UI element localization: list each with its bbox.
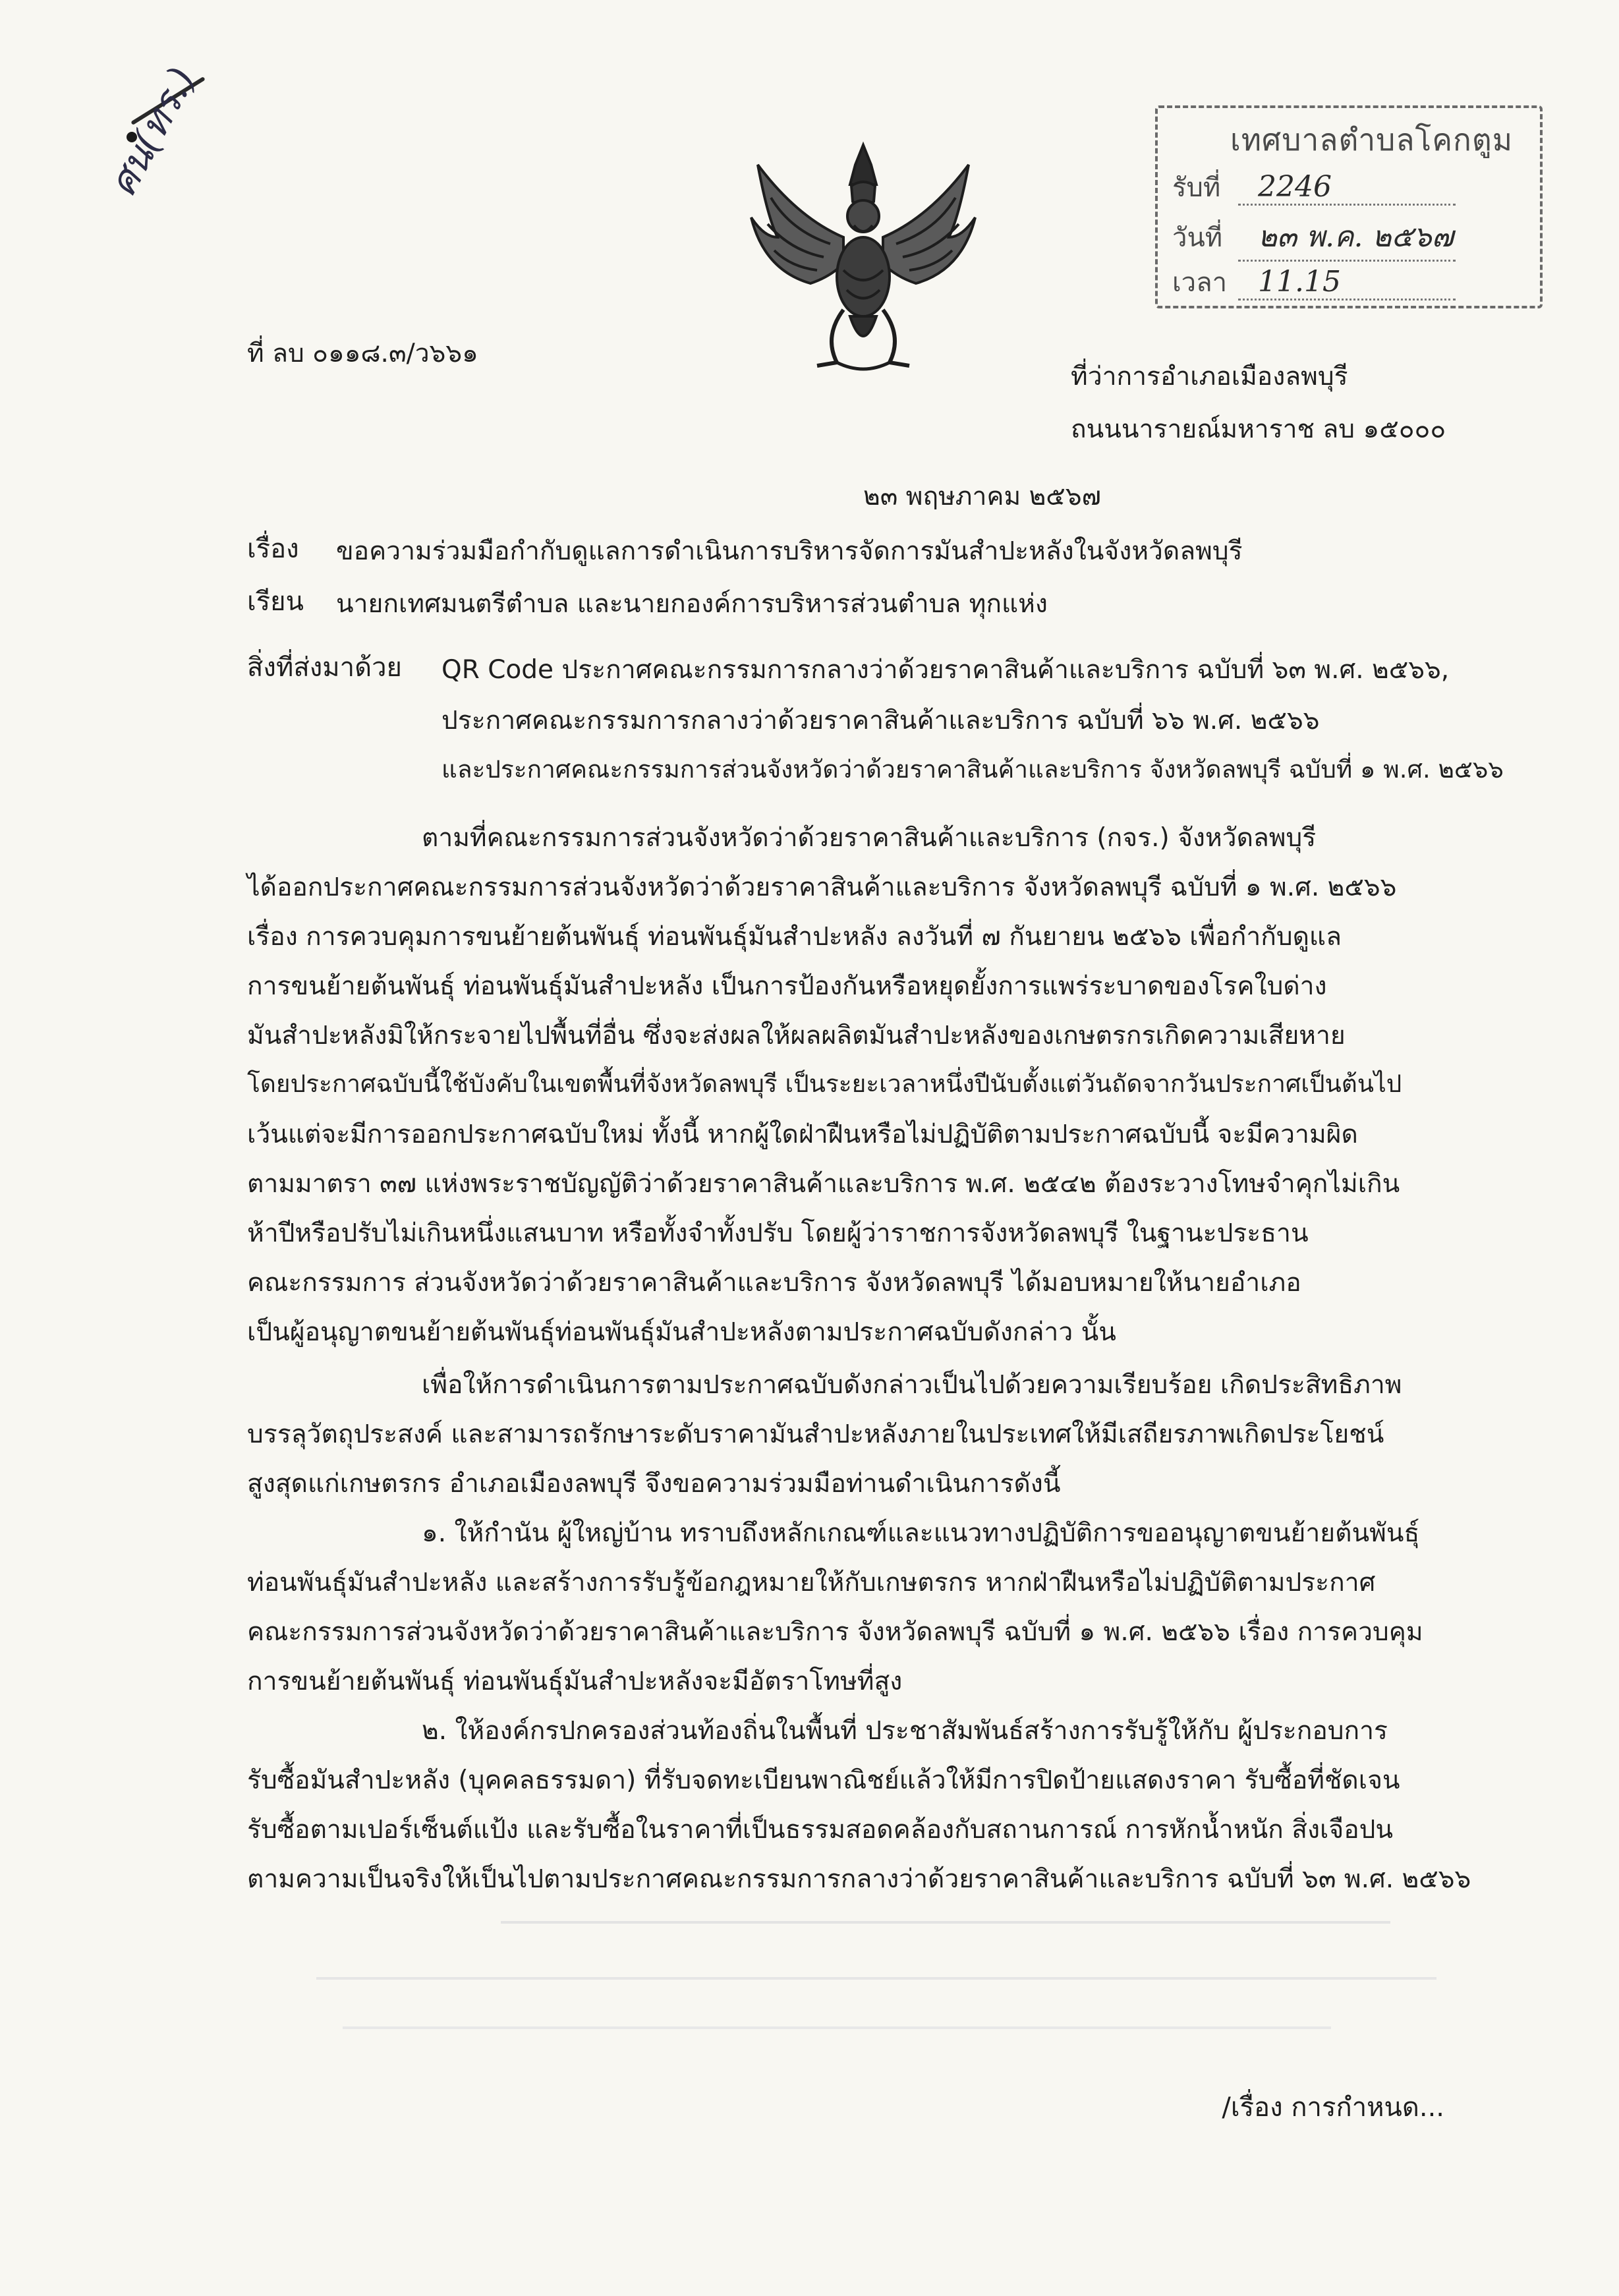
office-address: ถนนนารายณ์มหาราช ลบ ๑๕๐๐๐	[1071, 415, 1446, 444]
item-line: ๒. ให้องค์กรปกครองส่วนท้องถิ่นในพื้นที่ ประชาสัมพันธ์สร้างการรับรู้ให้กับ ผู้ประกอบการ	[422, 1716, 1388, 1746]
garuda-emblem-icon	[738, 138, 988, 382]
stamp-received-row	[1172, 166, 1456, 208]
item-line: การขนย้ายต้นพันธุ์ ท่อนพันธุ์มันสำปะหลังจะมีอัตราโทษที่สูง	[247, 1667, 903, 1696]
stamp-time-row	[1172, 261, 1456, 303]
item-line: รับซื้อมันสำปะหลัง (บุคคลธรรมดา) ที่รับจดทะเบียนพาณิชย์แล้วให้มีการปิดป้ายแสดงราคา รับซื้อที่ชัดเจน	[247, 1765, 1400, 1795]
body-line: เรื่อง การควบคุมการขนย้ายต้นพันธุ์ ท่อนพันธุ์มันสำปะหลัง ลงวันที่ ๗ กันยายน ๒๕๖๖ เพื่อกำกับดูแล	[247, 922, 1342, 952]
document-number: ที่ ลบ ๐๑๑๘.๓/ว๖๖๑	[247, 339, 478, 368]
enclosure-line: ประกาศคณะกรรมการกลางว่าด้วยราคาสินค้าและบริการ ฉบับที่ ๖๖ พ.ศ. ๒๕๖๖	[441, 706, 1320, 735]
enclosure-line: และประกาศคณะกรรมการส่วนจังหวัดว่าด้วยราคาสินค้าและบริการ จังหวัดลพบุรี ฉบับที่ ๑ พ.ศ. ๒๕๖๖	[441, 755, 1504, 784]
body-line: ตามที่คณะกรรมการส่วนจังหวัดว่าด้วยราคาสินค้าและบริการ (กจร.) จังหวัดลพบุรี	[422, 823, 1317, 853]
subject-text: ขอความร่วมมือกำกับดูแลการดำเนินการบริหารจัดการมันสำปะหลังในจังหวัดลพบุรี	[336, 536, 1243, 566]
body-line: การขนย้ายต้นพันธุ์ ท่อนพันธุ์มันสำปะหลัง เป็นการป้องกันหรือหยุดยั้งการแพร่ระบาดของโรคใบด่าง	[247, 971, 1327, 1001]
item-line: รับซื้อตามเปอร์เซ็นต์แป้ง และรับซื้อในราคาที่เป็นธรรมสอดคล้องกับสถานการณ์ การหักน้ำหนัก สิ่งเจือปน	[247, 1815, 1394, 1845]
item-line: ๑. ให้กำนัน ผู้ใหญ่บ้าน ทราบถึงหลักเกณฑ์และแนวทางปฏิบัติการขออนุญาตขนย้ายต้นพันธุ์	[422, 1518, 1420, 1548]
recipient-label: เรียน	[247, 587, 304, 617]
enclosure-line: QR Code ประกาศคณะกรรมการกลางว่าด้วยราคาสินค้าและบริการ ฉบับที่ ๖๓ พ.ศ. ๒๕๖๖,	[441, 655, 1450, 685]
stamp-date-value: ๒๓ พ.ค. ๒๕๖๗	[1238, 214, 1456, 262]
subject-label: เรื่อง	[247, 534, 299, 564]
office-name: ที่ว่าการอำเภอเมืองลพบุรี	[1071, 362, 1348, 391]
document-date: ๒๓ พฤษภาคม ๒๕๖๗	[863, 482, 1101, 511]
body-line: มันสำปะหลังมิให้กระจายไปพื้นที่อื่น ซึ่งจะส่งผลให้ผลผลิตมันสำปะหลังของเกษตรกรเกิดความเสียหาย	[247, 1021, 1346, 1050]
item-line: คณะกรรมการส่วนจังหวัดว่าด้วยราคาสินค้าและบริการ จังหวัดลพบุรี ฉบับที่ ๑ พ.ศ. ๒๕๖๖ เรื่อง การควบคุม	[247, 1617, 1423, 1647]
body-line: ห้าปีหรือปรับไม่เกินหนึ่งแสนบาท หรือทั้งจำทั้งปรับ โดยผู้ว่าราชการจังหวัดลพบุรี ในฐานะประธาน	[247, 1219, 1309, 1248]
stamp-received-number: 2246	[1238, 170, 1456, 206]
stamp-received-label: รับที่	[1172, 173, 1221, 203]
continuation-note: /เรื่อง การกำหนด...	[1222, 2092, 1444, 2123]
body-line: สูงสุดแก่เกษตรกร อำเภอเมืองลพบุรี จึงขอความร่วมมือท่านดำเนินการดังนี้	[247, 1469, 1061, 1499]
stamp-title: เทศบาลตำบลโคกตูม	[1230, 122, 1514, 158]
recipient-text: นายกเทศมนตรีตำบล และนายกองค์การบริหารส่วนตำบล ทุกแห่ง	[336, 589, 1048, 619]
item-line: ท่อนพันธุ์มันสำปะหลัง และสร้างการรับรู้ข้อกฎหมายให้กับเกษตรกร หากฝ่าฝืนหรือไม่ปฏิบัติตามประกาศ	[247, 1568, 1376, 1597]
bleed-through-mark	[501, 1921, 1390, 1924]
stamp-date-label: วันที่	[1172, 223, 1223, 253]
body-line: บรรลุวัตถุประสงค์ และสามารถรักษาระดับราคามันสำปะหลังภายในประเทศให้มีเสถียรภาพเกิดประโยชน์	[247, 1420, 1384, 1449]
body-line: เว้นแต่จะมีการออกประกาศฉบับใหม่ ทั้งนี้ หากผู้ใดฝ่าฝืนหรือไม่ปฏิบัติตามประกาศฉบับนี้ จะมีความผิด	[247, 1120, 1358, 1149]
body-line: ตามมาตรา ๓๗ แห่งพระราชบัญญัติว่าด้วยราคาสินค้าและบริการ พ.ศ. ๒๕๔๒ ต้องระวางโทษจำคุกไม่เกิน	[247, 1169, 1400, 1199]
bleed-through-mark	[343, 2026, 1331, 2029]
body-line: เพื่อให้การดำเนินการตามประกาศฉบับดังกล่าวเป็นไปด้วยความเรียบร้อย เกิดประสิทธิภาพ	[422, 1370, 1402, 1400]
item-line: ตามความเป็นจริงให้เป็นไปตามประกาศคณะกรรมการกลางว่าด้วยราคาสินค้าและบริการ ฉบับที่ ๖๓ พ.ศ. ๒๕๖๖	[247, 1864, 1471, 1894]
stamp-time-value: 11.15	[1238, 265, 1456, 301]
body-line: โดยประกาศฉบับนี้ใช้บังคับในเขตพื้นที่จังหวัดลพบุรี เป็นระยะเวลาหนึ่งปีนับตั้งแต่วันถัดจากวันประกาศเป็นต้นไป	[247, 1070, 1402, 1098]
body-line: คณะกรรมการ ส่วนจังหวัดว่าด้วยราคาสินค้าและบริการ จังหวัดลพบุรี ได้มอบหมายให้นายอำเภอ	[247, 1268, 1301, 1298]
body-line: เป็นผู้อนุญาตขนย้ายต้นพันธุ์ท่อนพันธุ์มันสำปะหลังตามประกาศฉบับดังกล่าว นั้น	[247, 1317, 1116, 1347]
received-stamp	[1155, 105, 1543, 308]
bleed-through-mark	[316, 1977, 1436, 1980]
enclosure-label: สิ่งที่ส่งมาด้วย	[247, 652, 402, 683]
stamp-time-label: เวลา	[1172, 268, 1228, 298]
stamp-date-row	[1172, 214, 1456, 262]
body-line: ได้ออกประกาศคณะกรรมการส่วนจังหวัดว่าด้วยราคาสินค้าและบริการ จังหวัดลพบุรี ฉบับที่ ๑ พ.ศ. ๒๕๖๖	[247, 873, 1397, 902]
handwritten-note: ศน(ทร.)	[99, 60, 204, 204]
